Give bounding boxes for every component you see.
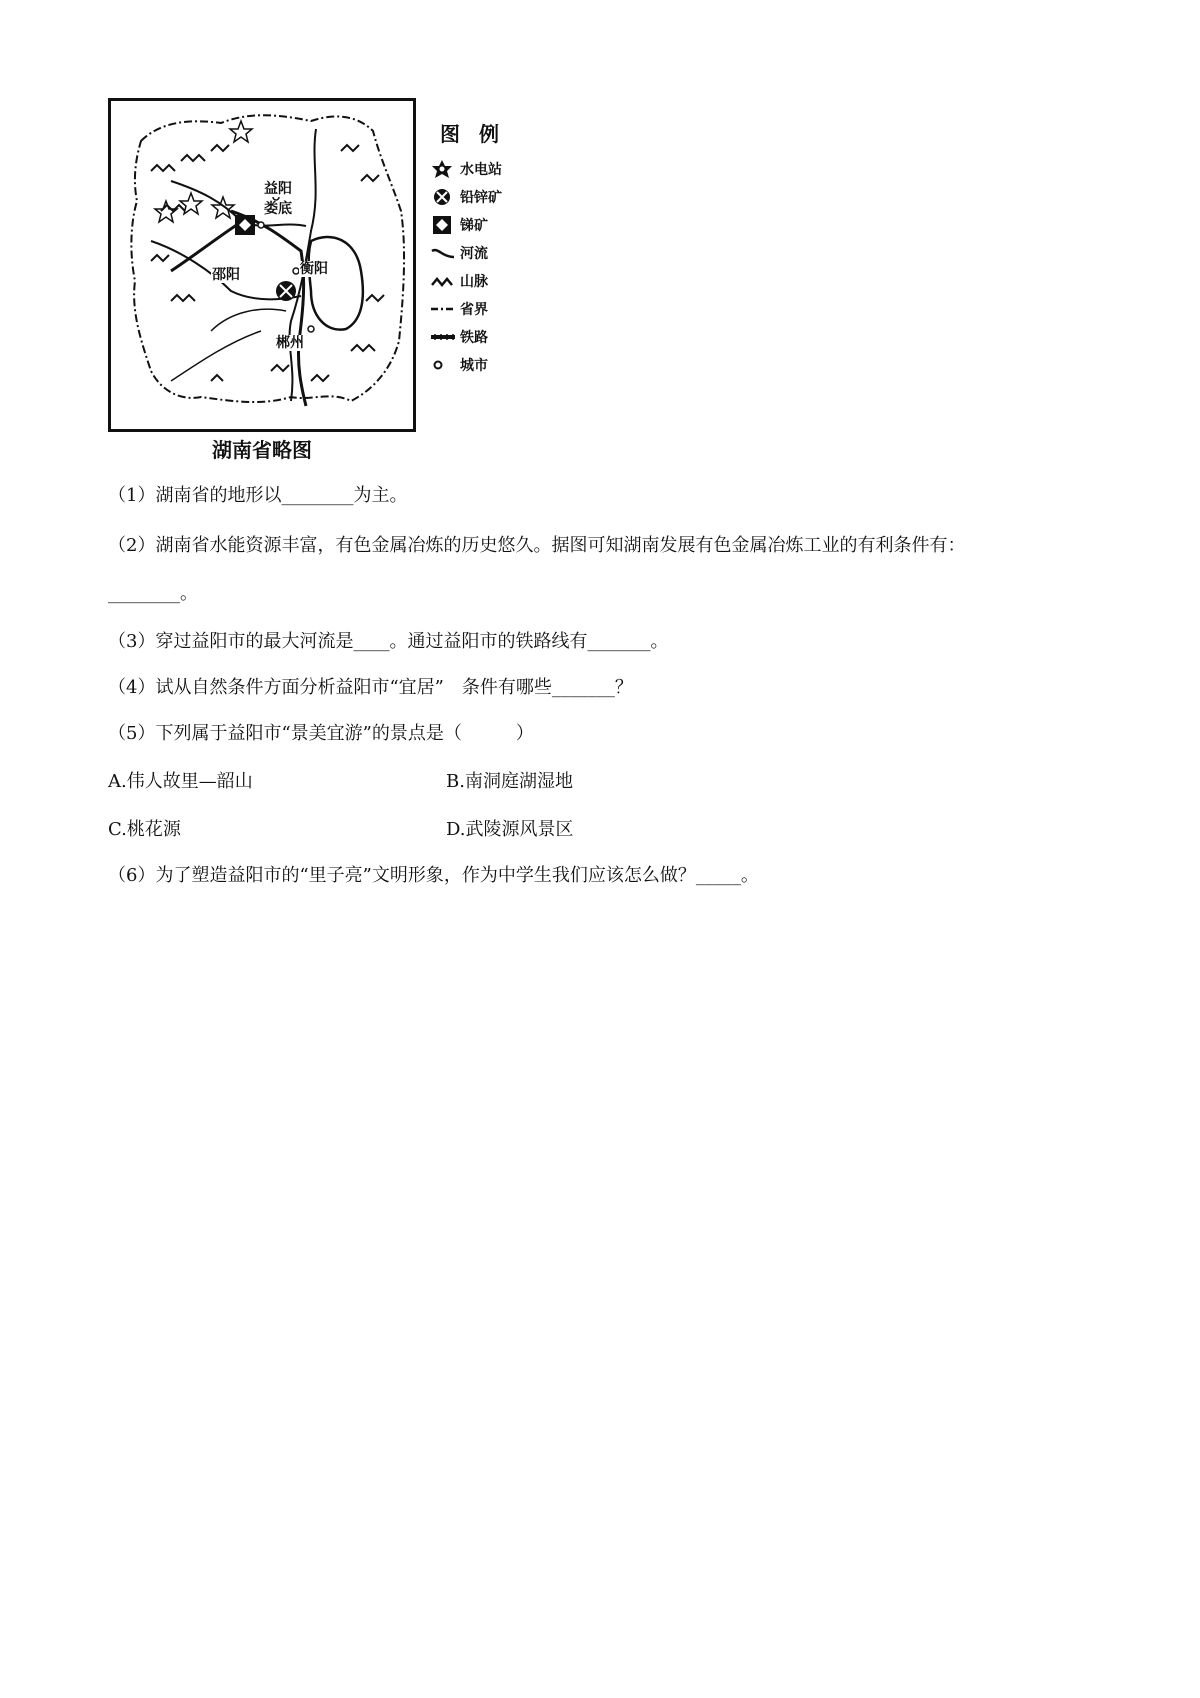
city-loudi-dot [258, 222, 264, 228]
legend-item [430, 267, 530, 295]
city-label-loudi: 娄底 [264, 201, 292, 217]
option-d: D.武陵源风景区 [446, 819, 574, 840]
option-a: A.伟人故里—韶山 [108, 771, 253, 792]
legend-label: 铅锌矿 [460, 190, 502, 206]
question-2: （2）湖南省水能资源丰富，有色金属冶炼的历史悠久。据图可知湖南发展有色金属冶炼工业的有利条件有： [108, 535, 966, 556]
lead-zinc-mine-icon [430, 187, 456, 207]
option-c: C.桃花源 [108, 819, 181, 840]
river-icon [430, 243, 456, 263]
legend-item [430, 323, 530, 351]
city-label-yiyang: 益阳 [264, 181, 292, 197]
railway-line-west [171, 219, 246, 271]
question-6: （6）为了塑造益阳市的“里子亮”文明形象，作为中学生我们应该怎么做？_____。 [108, 865, 759, 886]
map-caption: 湖南省略图 [212, 438, 312, 462]
river-branch [211, 309, 286, 331]
question-3: （3）穿过益阳市的最大河流是____。通过益阳市的铁路线有_______。 [108, 631, 669, 652]
question-2-blank: ________。 [108, 583, 198, 604]
question-5: （5）下列属于益阳市“景美宜游”的景点是（ ） [108, 723, 534, 744]
city-label-shaoyang: 邵阳 [212, 267, 240, 283]
legend-label: 省界 [460, 302, 488, 318]
city-label-chenzhou: 郴州 [276, 335, 304, 351]
lake-outline [309, 237, 363, 330]
legend-label: 山脉 [460, 274, 488, 290]
river-south [171, 331, 261, 381]
legend-label: 锑矿 [460, 218, 488, 234]
question-4: （4）试从自然条件方面分析益阳市“宜居” 条件有哪些_______？ [108, 677, 633, 698]
province-border-icon [430, 299, 456, 319]
legend-label: 城市 [460, 358, 488, 374]
map-legend [430, 118, 530, 379]
legend-item [430, 239, 530, 267]
legend-title: 图 例 [440, 122, 505, 146]
map-frame [108, 98, 416, 432]
hunan-map-figure [108, 98, 528, 468]
legend-label: 铁路 [460, 330, 488, 346]
city-label-hengyang: 衡阳 [300, 261, 328, 277]
legend-item [430, 351, 530, 379]
legend-item [430, 155, 530, 183]
railway-icon [430, 327, 456, 347]
hydropower-star-icon [430, 159, 456, 179]
map-drawing [111, 101, 413, 429]
legend-item [430, 295, 530, 323]
legend-label: 河流 [460, 246, 488, 262]
legend-item [430, 211, 530, 239]
province-border [131, 115, 404, 402]
city-dot-icon [430, 355, 456, 375]
mountain-icon [430, 271, 456, 291]
legend-label: 水电站 [460, 162, 502, 178]
antimony-mine-icon [430, 215, 456, 235]
city-chenzhou-dot [308, 326, 314, 332]
option-b: B.南洞庭湖湿地 [446, 771, 573, 792]
question-1: （1）湖南省的地形以________为主。 [108, 485, 408, 506]
legend-item [430, 183, 530, 211]
